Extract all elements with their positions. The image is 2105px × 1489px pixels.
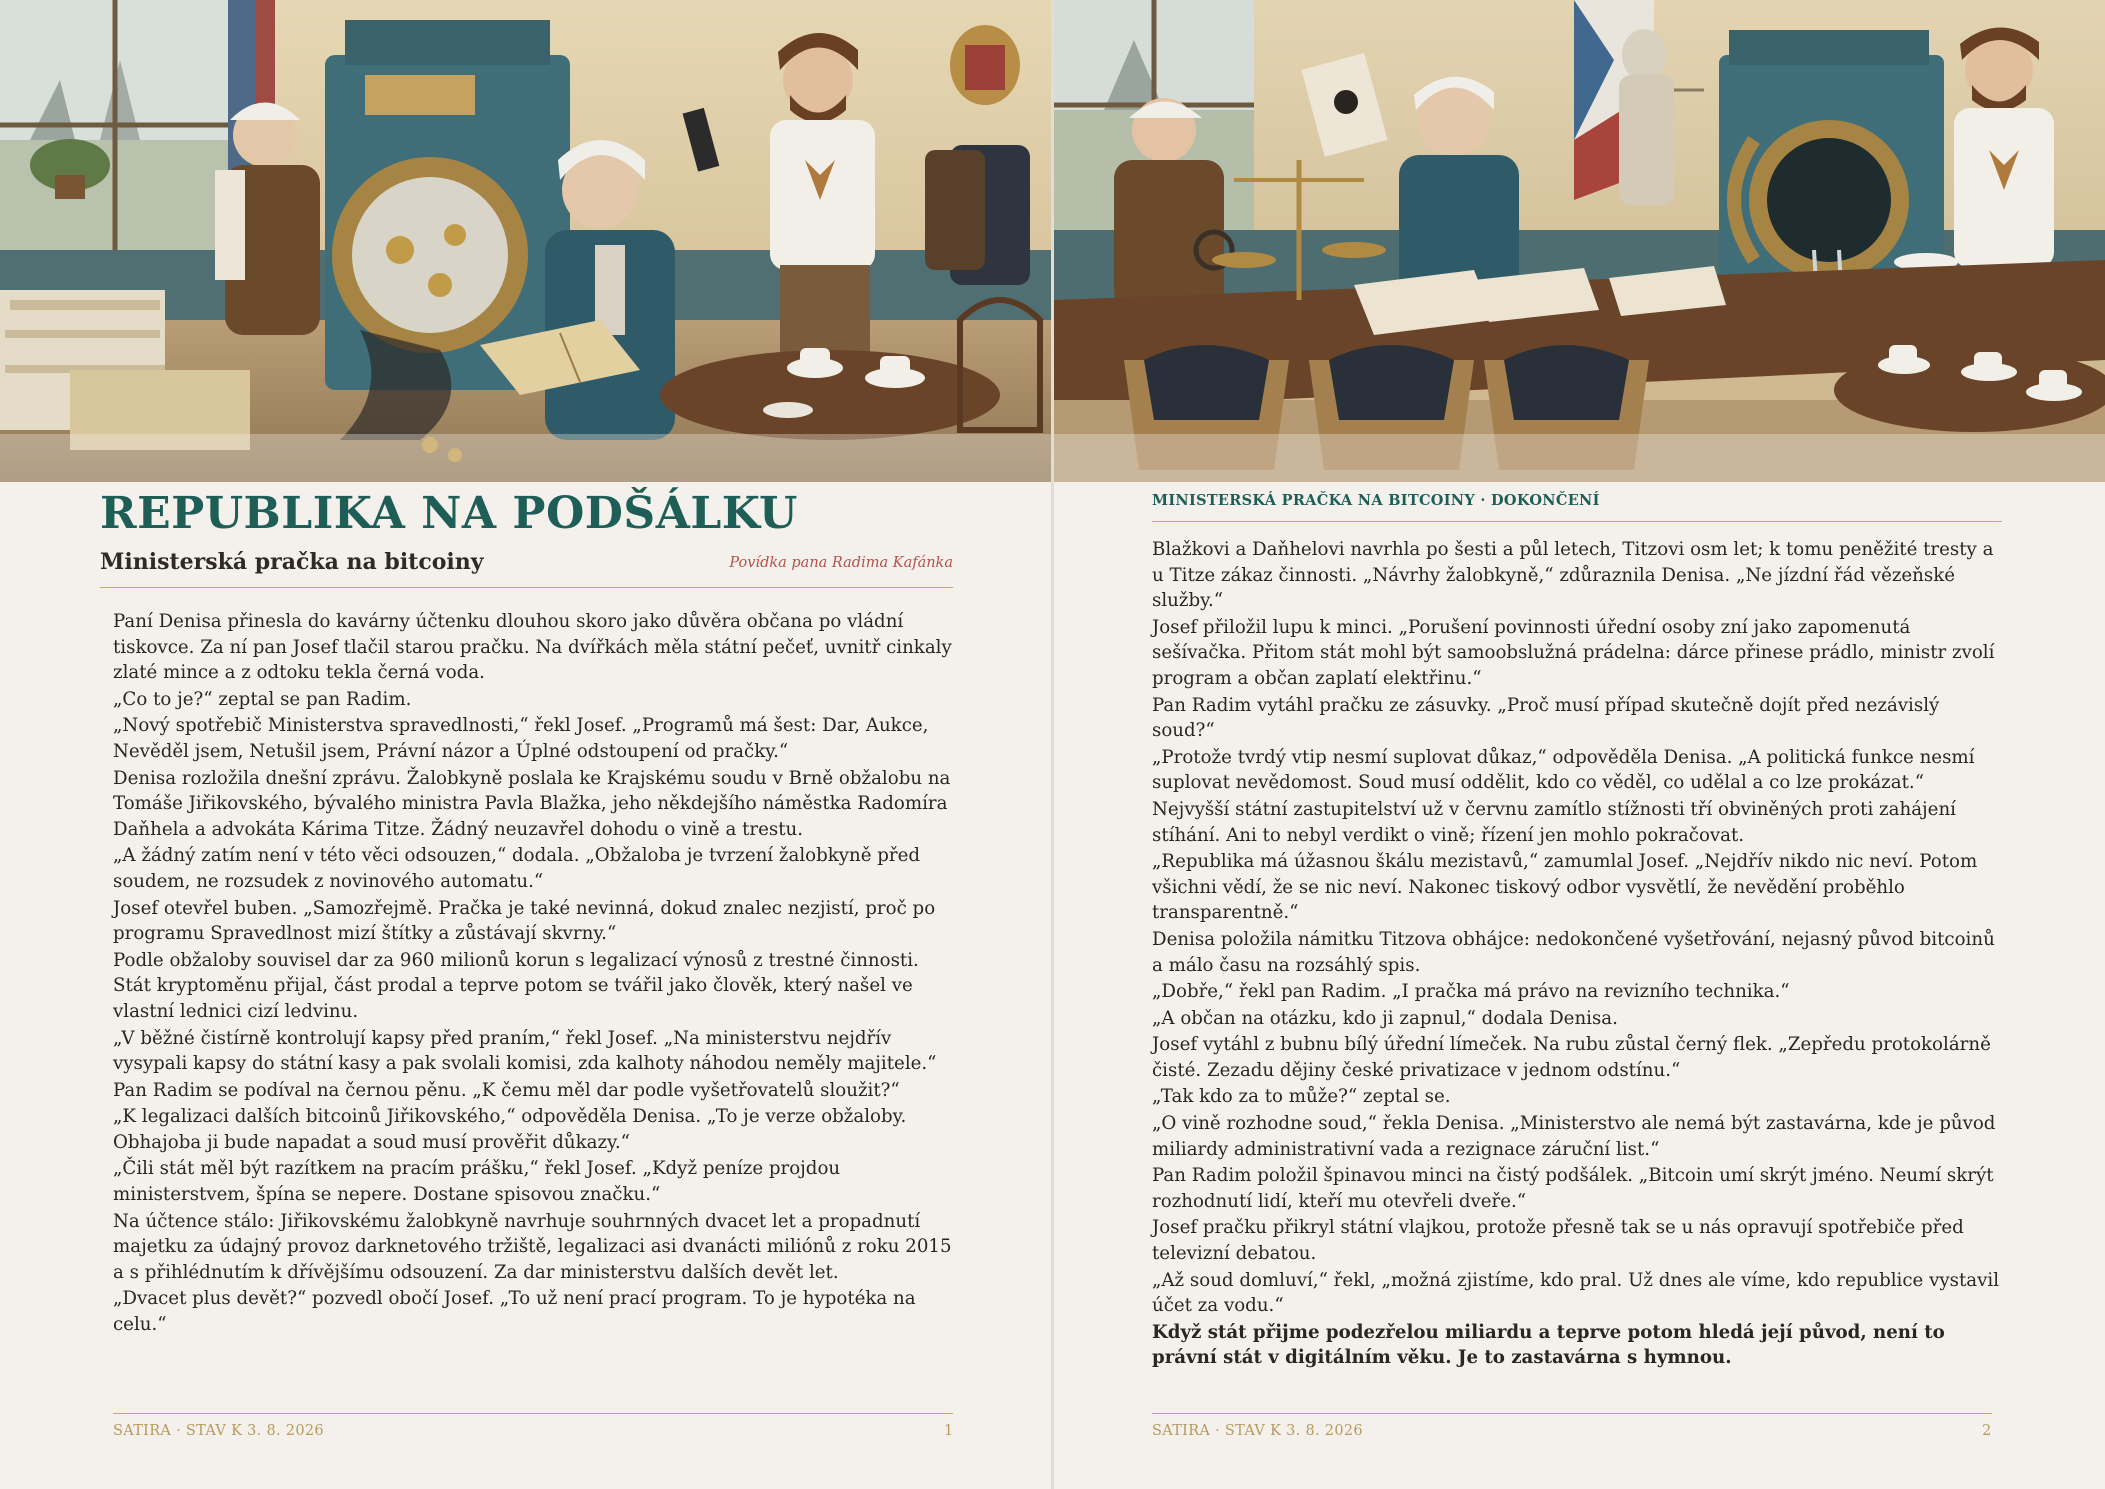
continuation-kicker: MINISTERSKÁ PRAČKA NA BITCOINY · DOKONČENÍ (1152, 492, 1600, 509)
paragraph: „Protože tvrdý vtip nesmí suplovat důkaz,“ odpověděla Denisa. „A politická funkce nesmí suplovat nevědomost. Soud musí oddělit, kdo co věděl, co udělal a co lze prokázat.“ (1152, 746, 1975, 794)
footer-rule (1152, 1413, 1992, 1414)
paragraph: „Co to je?“ zeptal se pan Radim. (113, 688, 412, 710)
paragraph: Josef vytáhl z bubnu bílý úřední límeček. Na rubu zůstal černý flek. „Zepředu protokolárně čisté. Zezadu dějiny české privatizace v jednom odstínu.“ (1152, 1034, 1991, 1081)
footer-label: SATIRA · STAV K 3. 8. 2026 (113, 1423, 324, 1439)
paragraph: Josef přiložil lupu k minci. „Porušení povinnosti úřední osoby zní jako zapomenutá sešívačka. Přitom stát mohl být samoobslužná prádelna: dárce přinese prádlo, ministr zvolí program a občan zaplatí elektřinu.“ (1152, 616, 1995, 689)
paragraph: „K legalizaci dalších bitcoinů Jiřikovského,“ odpověděla Denisa. „To je verze obžaloby. Obhajoba ji bude napadat a soud musí prověřit důkazy.“ (113, 1106, 907, 1153)
header-rule (1152, 521, 2002, 522)
paragraph: „Nový spotřebič Ministerstva spravedlnosti,“ řekl Josef. „Programů má šest: Dar, Aukce, Nevěděl jsem, Netušil jsem, Právní názor a Úplné odstoupení od pračky.“ (113, 715, 929, 762)
illustration-fade-band (0, 434, 1051, 482)
paragraph: Pan Radim položil špinavou minci na čistý podšálek. „Bitcoin umí skrýt jméno. Neumí skrýt rozhodnutí lidí, kteří mu otevřeli dveře.“ (1152, 1165, 1994, 1212)
paragraph: Na účtence stálo: Jiřikovskému žalobkyně navrhuje souhrnných dvacet let a propadnutí majetku za údajný provoz darknetového tržiště, legalizaci asi dvanácti miliónů z roku 2015 a s přihlédnutím k dřívějšímu odsouzení. Za dar ministerstvu dalších devět let. (113, 1210, 952, 1283)
article-body-left (113, 609, 955, 1339)
paragraph: „Dobře,“ řekl pan Radim. „I pračka má právo na revizního technika.“ (1152, 981, 1790, 1003)
illustration-fade-band (1054, 434, 2105, 482)
page-right (1054, 0, 2105, 1489)
header-rule (100, 587, 953, 588)
paragraph: Pan Radim se podíval na černou pěnu. „K čemu měl dar podle vyšetřovatelů sloužit?“ (113, 1079, 900, 1101)
article-body-right (1152, 537, 2005, 1372)
paragraph: Nejvyšší státní zastupitelství už v červnu zamítlo stížnosti tří obviněných proti zahájení stíhání. Ani to nebyl verdikt o vině; řízení jen mohlo pokračovat. (1152, 798, 1956, 846)
byline: Povídka pana Radima Kafánka (729, 555, 953, 571)
illustration-cafe-washing-machine (0, 0, 1051, 482)
article-subtitle: Ministerská pračka na bitcoiny (100, 549, 484, 575)
paragraph: „A občan na otázku, kdo ji zapnul,“ dodala Denisa. (1152, 1007, 1618, 1029)
footer-label: SATIRA · STAV K 3. 8. 2026 (1152, 1423, 1363, 1439)
paragraph: „Čili stát měl být razítkem na pracím prášku,“ řekl Josef. „Když peníze projdou ministerstvem, špína se nepere. Dostane spisovou značku.“ (113, 1158, 841, 1206)
paragraph: „Tak kdo za to může?“ zeptal se. (1152, 1086, 1451, 1108)
paragraph: „Dvacet plus devět?“ pozvedl obočí Josef. „To už není prací program. To je hypotéka na celu.“ (113, 1288, 916, 1336)
page-left (0, 0, 1051, 1489)
paragraph: Josef otevřel buben. „Samozřejmě. Pračka je také nevinná, dokud znalec nezjistí, proč po programu Spravedlnost mizí štítky a zůstávají skvrny.“ (113, 897, 936, 945)
paragraph: „Až soud domluví,“ řekl, „možná zjistíme, kdo pral. Už dnes ale víme, kdo republice vystavil účet za vodu.“ (1152, 1269, 2000, 1317)
paragraph: Pan Radim vytáhl pračku ze zásuvky. „Proč musí případ skutečně dojít před nezávislý soud?“ (1152, 694, 1940, 742)
paragraph: Podle obžaloby souvisel dar za 960 milionů korun s legalizací výnosů z trestné činnosti. Stát kryptoměnu přijal, část prodal a teprve potom se tvářil jako člověk, který našel ve vlastní lednici cizí ledvinu. (113, 949, 919, 1022)
masthead-title: REPUBLIKA NA PODŠÁLKU (100, 488, 798, 539)
paragraph: Denisa rozložila dnešní zprávu. Žalobkyně poslala ke Krajskému soudu v Brně obžalobu na Tomáše Jiřikovského, bývalého ministra Pavla Blažka, jeho někdejšího náměstka Radomíra Daňhela a advokáta Kárima Titze. Žádný neuzavřel dohodu o vině a trestu. (113, 767, 951, 840)
page-number: 2 (1982, 1423, 1992, 1439)
illustration-courtroom-scales (1054, 0, 2105, 482)
footer-rule (113, 1413, 953, 1414)
paragraph: „O vině rozhodne soud,“ řekla Denisa. „Ministerstvo ale nemá být zastavárna, kde je původ miliardy administrativní vada a rezignace záruční list.“ (1152, 1113, 1996, 1160)
page-number: 1 (944, 1423, 954, 1439)
paragraph: Josef pračku přikryl státní vlajkou, protože přesně tak se u nás opravují spotřebiče před televizní debatou. (1152, 1217, 1964, 1265)
paragraph: Denisa položila námitku Titzova obhájce: nedokončené vyšetřování, nejasný původ bitcoinů a málo času na rozsáhlý spis. (1152, 928, 1995, 976)
paragraph: Paní Denisa přinesla do kavárny účtenku dlouhou skoro jako důvěra občana po vládní tiskovce. Za ní pan Josef tlačil starou pračku. Na dvířkách měla státní pečeť, uvnitř cinkaly zlaté mince a z odtoku tekla černá voda. (113, 611, 952, 684)
paragraph: „V běžné čistírně kontrolují kapsy před praním,“ řekl Josef. „Na ministerstvu nejdřív vysypali kapsy do státní kasy a pak svolali komisi, zda kalhoty náhodou neměly majitele.“ (113, 1027, 937, 1075)
paragraph: Blažkovi a Daňhelovi navrhla po šesti a půl letech, Titzovi osm let; k tomu peněžité tresty a u Titze zákaz činnosti. „Návrhy žalobkyně,“ zdůraznila Denisa. „Ne jízdní řád vězeňské služby.“ (1152, 539, 1994, 612)
paragraph: „A žádný zatím není v této věci odsouzen,“ dodala. „Obžaloba je tvrzení žalobkyně před soudem, ne rozsudek z novinového automatu.“ (113, 845, 921, 892)
paragraph: „Republika má úžasnou škálu mezistavů,“ zamumlal Josef. „Nejdřív nikdo nic neví. Potom všichni vědí, že se nic neví. Nakonec tiskový odbor vysvětlí, že nevědění proběhlo transparentně.“ (1152, 851, 1978, 924)
closing-statement: Když stát přijme podezřelou miliardu a teprve potom hledá její původ, není to právní stát v digitálním věku. Je to zastavárna s hymnou. (1152, 1321, 1945, 1369)
